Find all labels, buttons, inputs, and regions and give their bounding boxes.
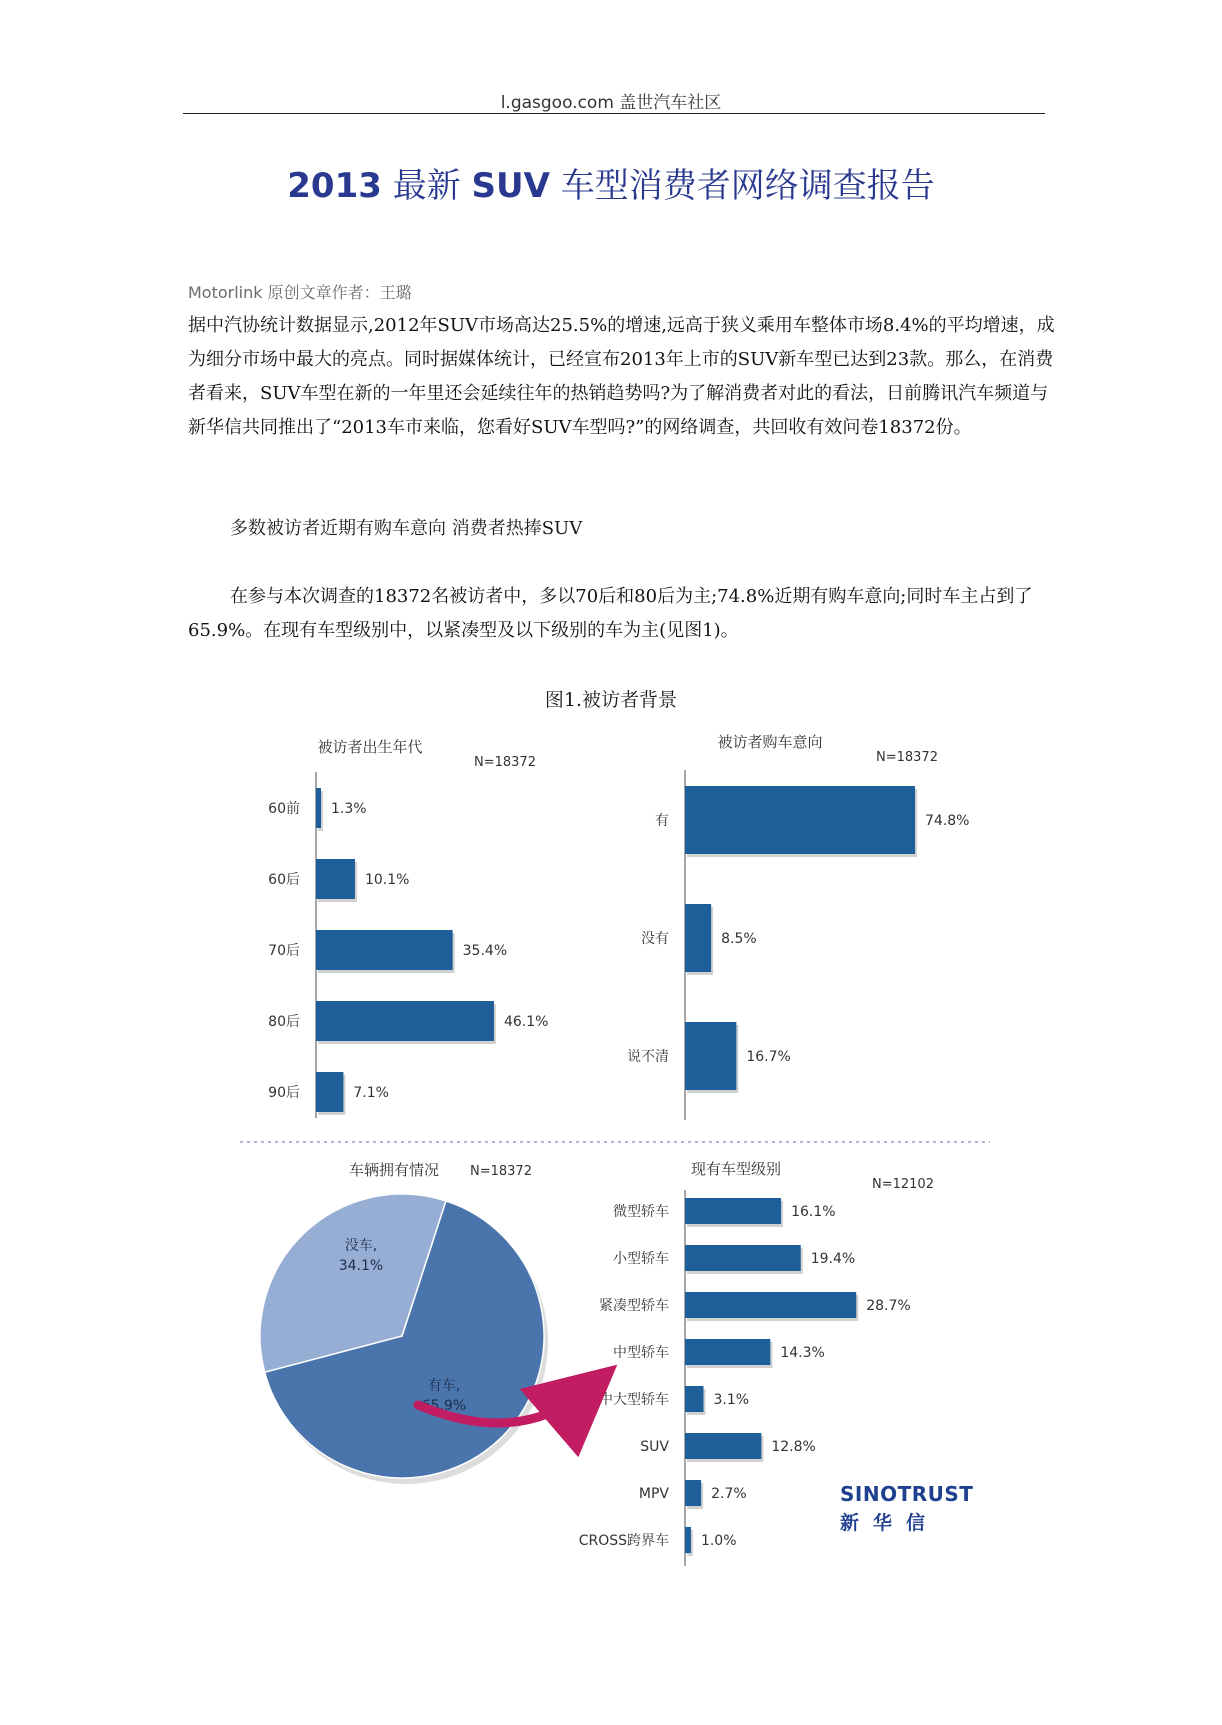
level-value-label: 1.0% — [700, 1533, 737, 1549]
level-category-label: SUV — [640, 1439, 669, 1455]
level-bar — [685, 1386, 703, 1412]
logo-text-en: SINOTRUST — [840, 1482, 974, 1506]
pie-slice-label: 没车, — [344, 1238, 378, 1254]
birth-category-label: 80后 — [268, 1014, 300, 1030]
birth-bar — [316, 788, 321, 828]
birth-value-label: 10.1% — [364, 872, 410, 888]
level-category-label: 中大型轿车 — [599, 1392, 669, 1408]
intent-bar — [685, 1022, 736, 1090]
birth-bar — [316, 1072, 343, 1112]
title-year: 2013 — [287, 166, 382, 206]
birth-value-label: 7.1% — [353, 1085, 389, 1101]
level-bar — [685, 1292, 856, 1318]
level-category-label: 中型轿车 — [613, 1345, 669, 1361]
birth-value-label: 35.4% — [462, 943, 508, 959]
level-value-label: 14.3% — [780, 1345, 825, 1361]
level-category-label: CROSS跨界车 — [578, 1533, 669, 1549]
section-subheading: 多数被访者近期有购车意向 消费者热捧SUV — [230, 518, 583, 539]
intent-value-label: 8.5% — [721, 931, 757, 947]
level-bar — [685, 1527, 691, 1553]
intent-bar — [685, 904, 711, 972]
level-title: 现有车型级别 — [690, 1160, 782, 1178]
pie-note: N=18372 — [470, 1164, 532, 1179]
paragraph-intro: 据中汽协统计数据显示,2012年SUV市场高达25.5%的增速,远高于狭义乘用车整体市场8.4%的平均增速，成为细分市场中最大的亮点。同时据媒体统计，已经宣布2013年上市的SUV新车型已达到23款。那么，在消费者看来，SUV车型在新的一年里还会延续往年的热销趋势吗?为了解消费者对此的看法，日前腾讯汽车频道与新华信共同推出了“2013车市来临，您看好SUV车型吗?”的网络调查，共回收有效问卷18372份。 — [188, 315, 1055, 438]
level-category-label: 小型轿车 — [613, 1251, 669, 1267]
header-site: l.gasgoo.com 盖世汽车社区 — [500, 93, 722, 113]
level-value-label: 28.7% — [866, 1298, 911, 1314]
birth-bar — [316, 859, 355, 899]
intent-category-label: 说不清 — [627, 1049, 669, 1065]
pie-slice-label: 有车, — [427, 1378, 461, 1394]
paragraph-findings-text: 在参与本次调查的18372名被访者中，多以70后和80后为主;74.8%近期有购车意向;同时车主占到了65.9%。在现有车型级别中，以紧凑型及以下级别的车为主(见图1)。 — [188, 586, 1033, 641]
logo-text-cn: 新华信 — [840, 1512, 940, 1534]
intent-value-label: 16.7% — [746, 1049, 791, 1065]
level-category-label: 微型轿车 — [613, 1204, 669, 1220]
level-value-label: 3.1% — [713, 1392, 750, 1408]
level-category-label: 紧凑型轿车 — [599, 1298, 669, 1314]
level-bar — [685, 1433, 761, 1459]
pie-title: 车辆拥有情况 — [348, 1161, 440, 1179]
birth-note: N=18372 — [474, 755, 536, 770]
level-bar — [685, 1245, 801, 1271]
title-rest: 车型消费者网络调查报告 — [560, 166, 935, 206]
birth-category-label: 60后 — [268, 872, 300, 888]
figure-caption: 图1.被访者背景 — [544, 689, 678, 711]
level-note: N=12102 — [872, 1177, 934, 1192]
level-value-label: 12.8% — [771, 1439, 816, 1455]
birth-value-label: 46.1% — [503, 1014, 549, 1030]
birth-value-label: 1.3% — [331, 801, 367, 817]
level-value-label: 2.7% — [711, 1486, 747, 1502]
intent-category-label: 没有 — [641, 931, 669, 947]
birth-title: 被访者出生年代 — [317, 738, 423, 756]
level-bar — [685, 1480, 701, 1506]
level-value-label: 16.1% — [791, 1204, 836, 1220]
title-newest: 最新 — [392, 166, 461, 206]
pie-slice-value: 65.9% — [421, 1398, 467, 1414]
byline: Motorlink 原创文章作者：王璐 — [188, 283, 412, 302]
sinotrust-logo — [840, 1482, 973, 1535]
level-category-label: MPV — [638, 1486, 669, 1502]
birth-category-label: 70后 — [268, 943, 300, 959]
intent-title: 被访者购车意向 — [717, 733, 823, 751]
birth-category-label: 60前 — [268, 801, 300, 817]
birth-bar — [316, 1001, 494, 1041]
birth-category-label: 90后 — [268, 1085, 300, 1101]
intent-bar — [685, 786, 915, 854]
pie-slice-value: 34.1% — [338, 1258, 384, 1274]
chart-car-ownership — [260, 1161, 548, 1484]
level-bar — [685, 1198, 781, 1224]
intent-note: N=18372 — [876, 750, 938, 765]
level-value-label: 19.4% — [810, 1251, 856, 1267]
intent-category-label: 有 — [655, 813, 669, 829]
chart-purchase-intent — [627, 733, 969, 1120]
chart-birth-decade — [268, 738, 548, 1118]
title-suv: SUV — [471, 166, 550, 206]
birth-bar — [316, 930, 453, 970]
intent-value-label: 74.8% — [925, 813, 970, 829]
level-bar — [685, 1339, 770, 1365]
